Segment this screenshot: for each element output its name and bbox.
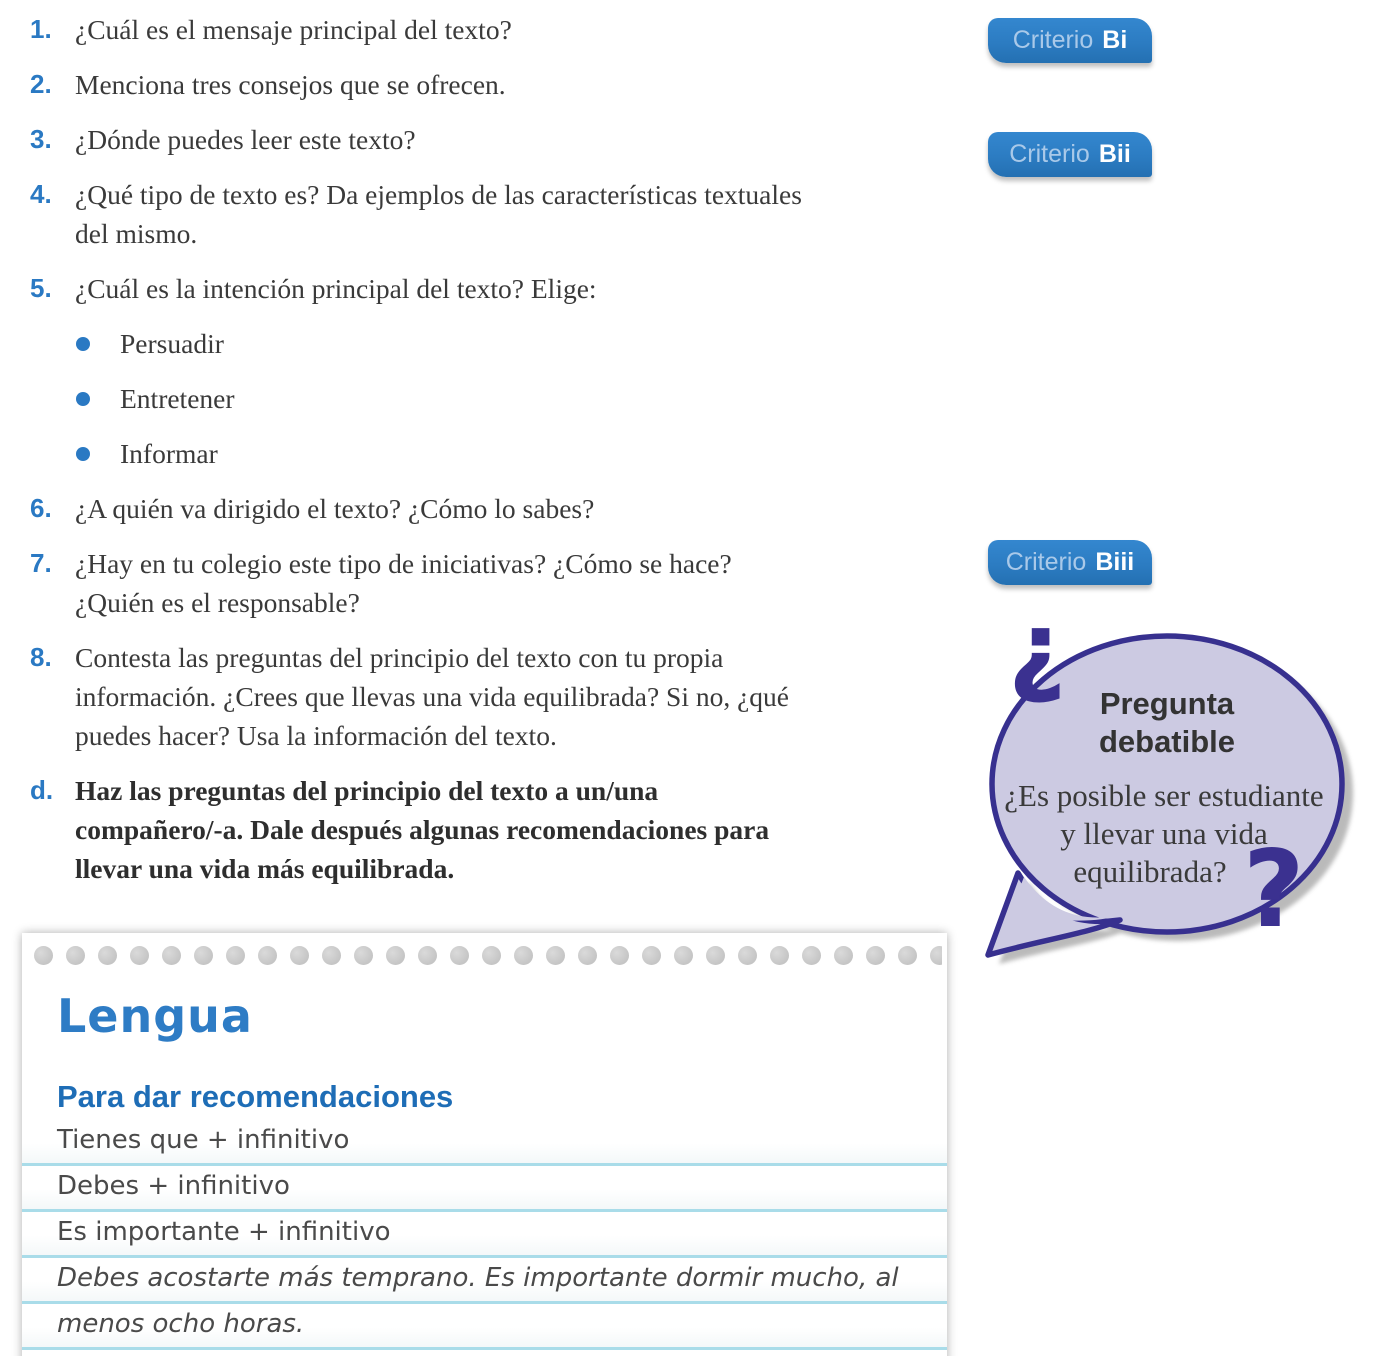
criterion-badge-biii	[988, 540, 1152, 585]
perforation-dot	[482, 946, 501, 965]
question-item-5	[0, 269, 965, 308]
choice-entretener	[0, 379, 965, 418]
grammar-rules	[22, 1120, 947, 1356]
choice-informar	[0, 434, 965, 473]
criterion-badge-bi	[988, 18, 1152, 63]
inverted-question-mark-icon: ¿	[1008, 590, 1067, 707]
question-text: ¿Cuál es la intención principal del texto? Elige:	[75, 273, 597, 304]
perforation-dot	[514, 946, 533, 965]
question-item-3	[0, 120, 965, 159]
perforation-dot	[418, 946, 437, 965]
question-text: puedes hacer? Usa la información del texto.	[75, 720, 557, 751]
perforation-dot	[834, 946, 853, 965]
choice-label: Informar	[120, 438, 218, 469]
question-number: 6.	[30, 493, 52, 523]
perforation-dot	[898, 946, 917, 965]
perforation-dot	[866, 946, 885, 965]
question-text: información. ¿Crees que llevas una vida equilibrada? Si no, ¿qué	[75, 681, 789, 712]
bubble-question-line2: y llevar una vida	[1060, 816, 1268, 851]
question-item-2	[0, 65, 965, 104]
bullet-icon	[76, 392, 90, 406]
question-item-8	[0, 638, 965, 755]
question-text: Haz las preguntas del principio del texto a un/una	[75, 775, 659, 806]
perforation-dot	[194, 946, 213, 965]
question-number: 3.	[30, 124, 52, 154]
perforation-dot	[66, 946, 85, 965]
question-text: ¿Quién es el responsable?	[75, 587, 360, 618]
bullet-icon	[76, 447, 90, 461]
question-text: ¿Dónde puedes leer este texto?	[75, 124, 416, 155]
question-item-7	[0, 544, 965, 622]
perforation-dot	[450, 946, 469, 965]
question-item-4	[0, 175, 965, 253]
lengua-panel	[22, 933, 947, 1356]
perforation-dot	[34, 946, 53, 965]
bubble-title-line1: Pregunta	[1099, 686, 1235, 721]
perforation-dot	[322, 946, 341, 965]
perforation-dots	[34, 946, 942, 965]
question-item-1	[0, 10, 965, 49]
perforation-dot	[610, 946, 629, 965]
question-number: 5.	[30, 273, 52, 303]
question-item-6	[0, 489, 965, 528]
criterion-code: Bi	[1102, 26, 1128, 54]
question-number: 4.	[30, 179, 52, 209]
perforation-dot	[130, 946, 149, 965]
bubble-question-line3: equilibrada?	[1073, 854, 1227, 889]
lengua-subtitle: Para dar recomendaciones	[57, 1079, 454, 1114]
bubble-title-line2: debatible	[1098, 724, 1236, 759]
criterion-label: Criterio	[1009, 140, 1090, 168]
perforation-dot	[802, 946, 821, 965]
perforation-dot	[258, 946, 277, 965]
question-text: del mismo.	[75, 218, 198, 249]
perforation-dot	[226, 946, 245, 965]
question-text: ¿A quién va dirigido el texto? ¿Cómo lo sabes?	[75, 493, 595, 524]
question-number: d.	[30, 775, 54, 805]
criterion-code: Biii	[1095, 548, 1135, 576]
perforation-dot	[386, 946, 405, 965]
choice-persuadir	[0, 324, 965, 363]
questions-list	[0, 10, 965, 904]
criterion-label: Criterio	[1005, 548, 1087, 576]
choice-label: Persuadir	[120, 328, 224, 359]
criterion-label: Criterio	[1012, 26, 1094, 54]
perforation-dot	[770, 946, 789, 965]
perforation-dot	[642, 946, 661, 965]
perforation-dot	[98, 946, 117, 965]
question-number: 8.	[30, 642, 52, 672]
question-number: 2.	[30, 69, 52, 99]
question-text: ¿Cuál es el mensaje principal del texto?	[75, 14, 512, 45]
grammar-rule-row: Debes + infinitivo	[22, 1166, 947, 1212]
question-text: Menciona tres consejos que se ofrecen.	[75, 69, 506, 100]
question-text: ¿Qué tipo de texto es? Da ejemplos de las características textuales	[75, 179, 802, 210]
perforation-dot	[738, 946, 757, 965]
criterion-badge-bii	[988, 132, 1152, 177]
bubble-question-line1: ¿Es posible ser estudiante	[1004, 778, 1324, 813]
question-item-d	[0, 771, 965, 888]
perforation-dot	[546, 946, 565, 965]
perforation-dot	[578, 946, 597, 965]
question-number: 7.	[30, 548, 52, 578]
question-text: Contesta las preguntas del principio del texto con tu propia	[75, 642, 724, 673]
lengua-title: Lengua	[57, 989, 253, 1043]
choice-label: Entretener	[120, 383, 235, 414]
question-number: 1.	[30, 14, 52, 44]
criterion-code: Bii	[1098, 140, 1131, 168]
perforation-dot	[706, 946, 725, 965]
perforation-dot	[674, 946, 693, 965]
question-text: llevar una vida más equilibrada.	[75, 853, 455, 884]
question-text: compañero/-a. Dale después algunas recomendaciones para	[75, 814, 770, 845]
perforation-dot	[930, 946, 942, 965]
grammar-rule-row: Es importante + infinitivo	[22, 1212, 947, 1258]
grammar-example-row: Debes acostarte más temprano. Es importante dormir mucho, al	[22, 1258, 947, 1304]
bullet-icon	[76, 337, 90, 351]
question-text: ¿Hay en tu colegio este tipo de iniciativas? ¿Cómo se hace?	[75, 548, 732, 579]
question-mark-icon: ?	[1243, 828, 1305, 951]
perforation-dot	[290, 946, 309, 965]
perforation-dot	[354, 946, 373, 965]
grammar-example-row: menos ocho horas.	[22, 1304, 947, 1350]
debatable-question-bubble	[950, 585, 1395, 985]
grammar-rule-row: Tienes que + infinitivo	[22, 1120, 947, 1166]
grammar-empty-row	[22, 1350, 947, 1356]
perforation-dot	[162, 946, 181, 965]
